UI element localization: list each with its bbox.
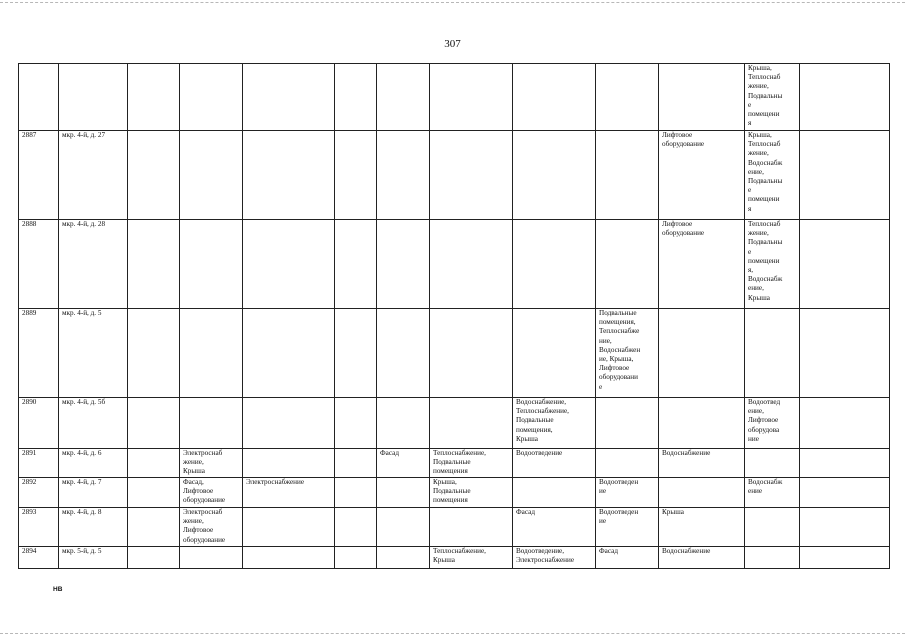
work-type-cell <box>377 220 430 309</box>
work-type-cell <box>335 478 377 508</box>
work-type-cell <box>430 309 513 398</box>
cell-text: 2889 <box>22 309 37 317</box>
work-type-cell <box>800 449 890 478</box>
work-type-cell <box>335 547 377 569</box>
work-type-cell <box>377 398 430 449</box>
cell-text: Водоснабжение <box>662 547 711 555</box>
work-type-cell <box>377 309 430 398</box>
work-type-cell <box>430 478 513 508</box>
work-type-cell <box>800 547 890 569</box>
work-type-cell <box>430 508 513 547</box>
work-type-cell <box>430 449 513 478</box>
cell-text: Крыша <box>662 508 684 516</box>
work-type-cell <box>128 478 180 508</box>
work-type-cell <box>513 547 596 569</box>
work-type-cell <box>430 64 513 131</box>
cell-text: мкр. 4-й, д. 7 <box>62 478 102 486</box>
row-number-cell <box>19 449 59 478</box>
work-type-cell <box>377 131 430 220</box>
cell-text: Крыша, Теплоснаб жение, Водоснабж ение, Подвальны е помещени я <box>748 131 783 213</box>
work-type-cell <box>659 449 745 478</box>
table-row <box>19 309 890 398</box>
address-cell <box>59 309 128 398</box>
work-type-cell <box>180 131 243 220</box>
work-type-cell <box>335 64 377 131</box>
work-type-cell <box>659 398 745 449</box>
work-type-cell <box>513 398 596 449</box>
cell-text: Крыша, Теплоснаб жение, Подвальны е помещени я <box>748 64 783 128</box>
address-cell <box>59 220 128 309</box>
cell-text: мкр. 4-й, д. 5б <box>62 398 106 406</box>
work-type-cell <box>180 64 243 131</box>
cell-text: Водоотведен ие <box>599 478 639 496</box>
work-type-cell <box>745 508 800 547</box>
cell-text: мкр. 5-й, д. 5 <box>62 547 102 555</box>
work-type-cell <box>513 220 596 309</box>
work-type-cell <box>243 64 335 131</box>
work-type-cell <box>243 220 335 309</box>
work-type-cell <box>745 64 800 131</box>
work-type-cell <box>745 478 800 508</box>
work-type-cell <box>659 547 745 569</box>
cell-text: 2893 <box>22 508 37 516</box>
work-type-cell <box>335 131 377 220</box>
row-number-cell <box>19 131 59 220</box>
work-type-cell <box>800 309 890 398</box>
table-row <box>19 64 890 131</box>
scan-edge-top <box>0 2 905 5</box>
work-type-cell <box>659 220 745 309</box>
work-type-cell <box>596 449 659 478</box>
work-type-cell <box>659 478 745 508</box>
cell-text: Водоснабжение, Теплоснабжение, Подвальные помещения, Крыша <box>516 398 569 443</box>
work-type-cell <box>180 398 243 449</box>
work-type-cell <box>430 220 513 309</box>
work-type-cell <box>800 508 890 547</box>
work-type-cell <box>430 398 513 449</box>
work-type-cell <box>430 131 513 220</box>
work-type-cell <box>430 547 513 569</box>
work-type-cell <box>243 478 335 508</box>
cell-text: Теплоснабжение, Крыша <box>433 547 486 565</box>
work-type-cell <box>513 131 596 220</box>
work-type-cell <box>596 508 659 547</box>
address-cell <box>59 64 128 131</box>
work-type-cell <box>243 309 335 398</box>
work-type-cell <box>243 449 335 478</box>
work-type-cell <box>377 449 430 478</box>
work-type-cell <box>128 449 180 478</box>
work-type-cell <box>377 508 430 547</box>
row-number-cell <box>19 508 59 547</box>
work-type-cell <box>745 309 800 398</box>
table-row <box>19 547 890 569</box>
row-number-cell <box>19 547 59 569</box>
row-number-cell <box>19 398 59 449</box>
work-type-cell <box>513 508 596 547</box>
work-type-cell <box>180 449 243 478</box>
work-type-cell <box>745 398 800 449</box>
table-row <box>19 478 890 508</box>
table-row <box>19 449 890 478</box>
work-type-cell <box>800 131 890 220</box>
cell-text: 2887 <box>22 131 37 139</box>
work-type-cell <box>659 64 745 131</box>
work-type-cell <box>180 220 243 309</box>
work-type-cell <box>596 64 659 131</box>
work-type-cell <box>513 64 596 131</box>
work-type-cell <box>745 220 800 309</box>
cell-text: Теплоснабжение, Подвальные помещения <box>433 449 486 476</box>
repair-schedule-table <box>18 63 890 569</box>
row-number-cell <box>19 64 59 131</box>
cell-text: 2890 <box>22 398 37 406</box>
row-number-cell <box>19 478 59 508</box>
page-number: 307 <box>444 38 461 50</box>
cell-text: мкр. 4-й, д. 5 <box>62 309 102 317</box>
work-type-cell <box>243 398 335 449</box>
address-cell <box>59 508 128 547</box>
work-type-cell <box>128 508 180 547</box>
work-type-cell <box>180 478 243 508</box>
work-type-cell <box>659 309 745 398</box>
work-type-cell <box>800 398 890 449</box>
work-type-cell <box>596 309 659 398</box>
work-type-cell <box>800 220 890 309</box>
scan-edge-bottom <box>0 633 905 636</box>
cell-text: Водоснабжение <box>662 449 711 457</box>
cell-text: Водоотвед ение, Лифтовое оборудова ние <box>748 398 781 443</box>
cell-text: Водоотведение, Электроснабжение <box>516 547 575 565</box>
work-type-cell <box>659 508 745 547</box>
work-type-cell <box>128 131 180 220</box>
cell-text: Крыша, Подвальные помещения <box>433 478 471 505</box>
work-type-cell <box>335 220 377 309</box>
work-type-cell <box>377 64 430 131</box>
cell-text: Фасад <box>599 547 618 555</box>
work-type-cell <box>596 398 659 449</box>
work-type-cell <box>180 508 243 547</box>
table-row <box>19 508 890 547</box>
cell-text: 2894 <box>22 547 37 555</box>
cell-text: Электроснаб жение, Крыша <box>183 449 223 476</box>
work-type-cell <box>596 547 659 569</box>
work-type-cell <box>335 449 377 478</box>
cell-text: Лифтовое оборудование <box>662 131 705 149</box>
cell-text: 2892 <box>22 478 37 486</box>
footer-mark: HB <box>53 586 63 593</box>
cell-text: Фасад <box>516 508 535 516</box>
work-type-cell <box>659 131 745 220</box>
cell-text: мкр. 4-й, д. 28 <box>62 220 106 228</box>
work-type-cell <box>596 478 659 508</box>
work-type-cell <box>243 547 335 569</box>
row-number-cell <box>19 309 59 398</box>
work-type-cell <box>377 478 430 508</box>
row-number-cell <box>19 220 59 309</box>
cell-text: Лифтовое оборудование <box>662 220 705 238</box>
work-type-cell <box>180 309 243 398</box>
work-type-cell <box>243 131 335 220</box>
work-type-cell <box>800 64 890 131</box>
work-type-cell <box>513 478 596 508</box>
cell-text: мкр. 4-й, д. 6 <box>62 449 102 457</box>
work-type-cell <box>745 131 800 220</box>
work-type-cell <box>128 547 180 569</box>
cell-text: Фасад <box>380 449 399 457</box>
address-cell <box>59 547 128 569</box>
cell-text: Водоотведение <box>516 449 563 457</box>
table-row <box>19 220 890 309</box>
work-type-cell <box>513 449 596 478</box>
address-cell <box>59 131 128 220</box>
cell-text: Электроснабжение <box>246 478 305 486</box>
work-type-cell <box>335 398 377 449</box>
cell-text: Подвальные помещения, Теплоснабже ние, Водоснабжен ие, Крыша, Лифтовое оборудовани е <box>599 309 641 391</box>
work-type-cell <box>596 220 659 309</box>
work-type-cell <box>745 449 800 478</box>
work-type-cell <box>128 309 180 398</box>
address-cell <box>59 449 128 478</box>
work-type-cell <box>513 309 596 398</box>
work-type-cell <box>335 309 377 398</box>
cell-text: Водоснабж ение <box>748 478 783 496</box>
work-type-cell <box>128 64 180 131</box>
table-row <box>19 398 890 449</box>
cell-text: 2891 <box>22 449 37 457</box>
work-type-cell <box>335 508 377 547</box>
cell-text: Теплоснаб жение, Подвальны е помещени я, Водоснабж ение, Крыша <box>748 220 783 302</box>
work-type-cell <box>180 547 243 569</box>
cell-text: Электроснаб жение, Лифтовое оборудование <box>183 508 226 544</box>
work-type-cell <box>745 547 800 569</box>
cell-text: 2888 <box>22 220 37 228</box>
cell-text: Водоотведен ие <box>599 508 639 526</box>
address-cell <box>59 478 128 508</box>
address-cell <box>59 398 128 449</box>
cell-text: мкр. 4-й, д. 27 <box>62 131 106 139</box>
cell-text: мкр. 4-й, д. 8 <box>62 508 102 516</box>
work-type-cell <box>243 508 335 547</box>
table-row <box>19 131 890 220</box>
work-type-cell <box>128 220 180 309</box>
work-type-cell <box>377 547 430 569</box>
work-type-cell <box>596 131 659 220</box>
work-type-cell <box>128 398 180 449</box>
work-type-cell <box>800 478 890 508</box>
cell-text: Фасад, Лифтовое оборудование <box>183 478 226 505</box>
